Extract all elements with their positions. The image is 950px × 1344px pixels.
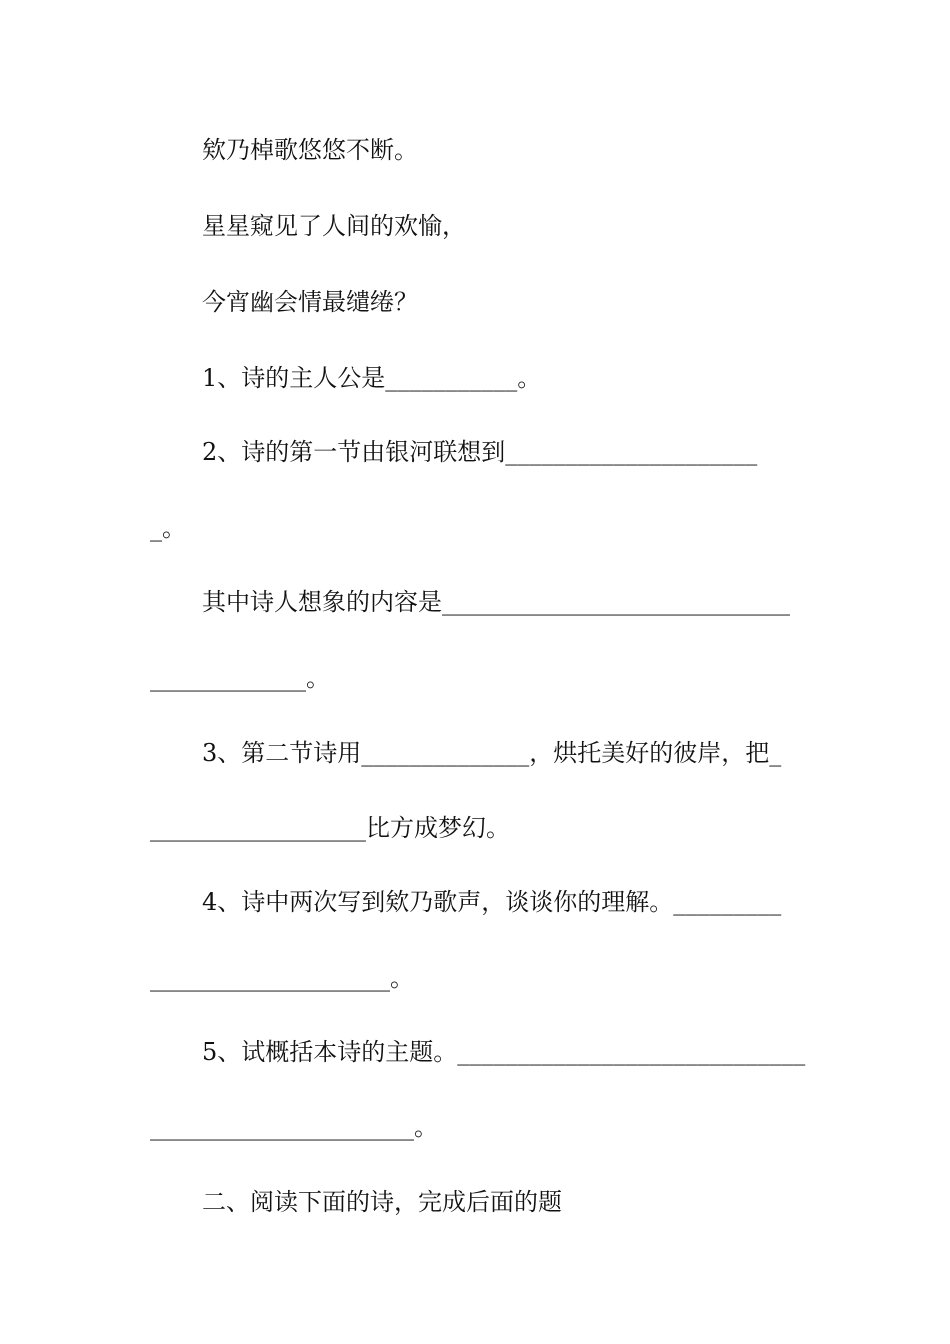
question-1: 1、诗的主人公是___________。 [202, 364, 542, 392]
question-5-continuation: ______________________。 [150, 1113, 438, 1141]
question-3-continuation: __________________比方成梦幻。 [150, 814, 510, 842]
question-2-followup-continuation: _____________。 [150, 664, 330, 692]
question-4: 4、诗中两次写到欸乃歌声，谈谈你的理解。_________ [202, 888, 782, 916]
section-heading: 二、阅读下面的诗，完成后面的题 [202, 1188, 562, 1216]
question-2: 2、诗的第一节由银河联想到_____________________ [202, 438, 758, 466]
poem-line: 今宵幽会情最缱绻？ [202, 288, 418, 316]
poem-line: 欸乃棹歌悠悠不断。 [202, 136, 418, 164]
question-2-continuation: _。 [150, 514, 186, 542]
question-5: 5、试概括本诗的主题。_____________________________ [202, 1038, 806, 1066]
question-2-followup: 其中诗人想象的内容是_____________________________ [202, 588, 790, 616]
question-3: 3、第二节诗用______________，烘托美好的彼岸，把_ [202, 739, 782, 767]
question-4-continuation: ____________________。 [150, 964, 414, 992]
poem-line: 星星窥见了人间的欢愉， [202, 212, 466, 240]
